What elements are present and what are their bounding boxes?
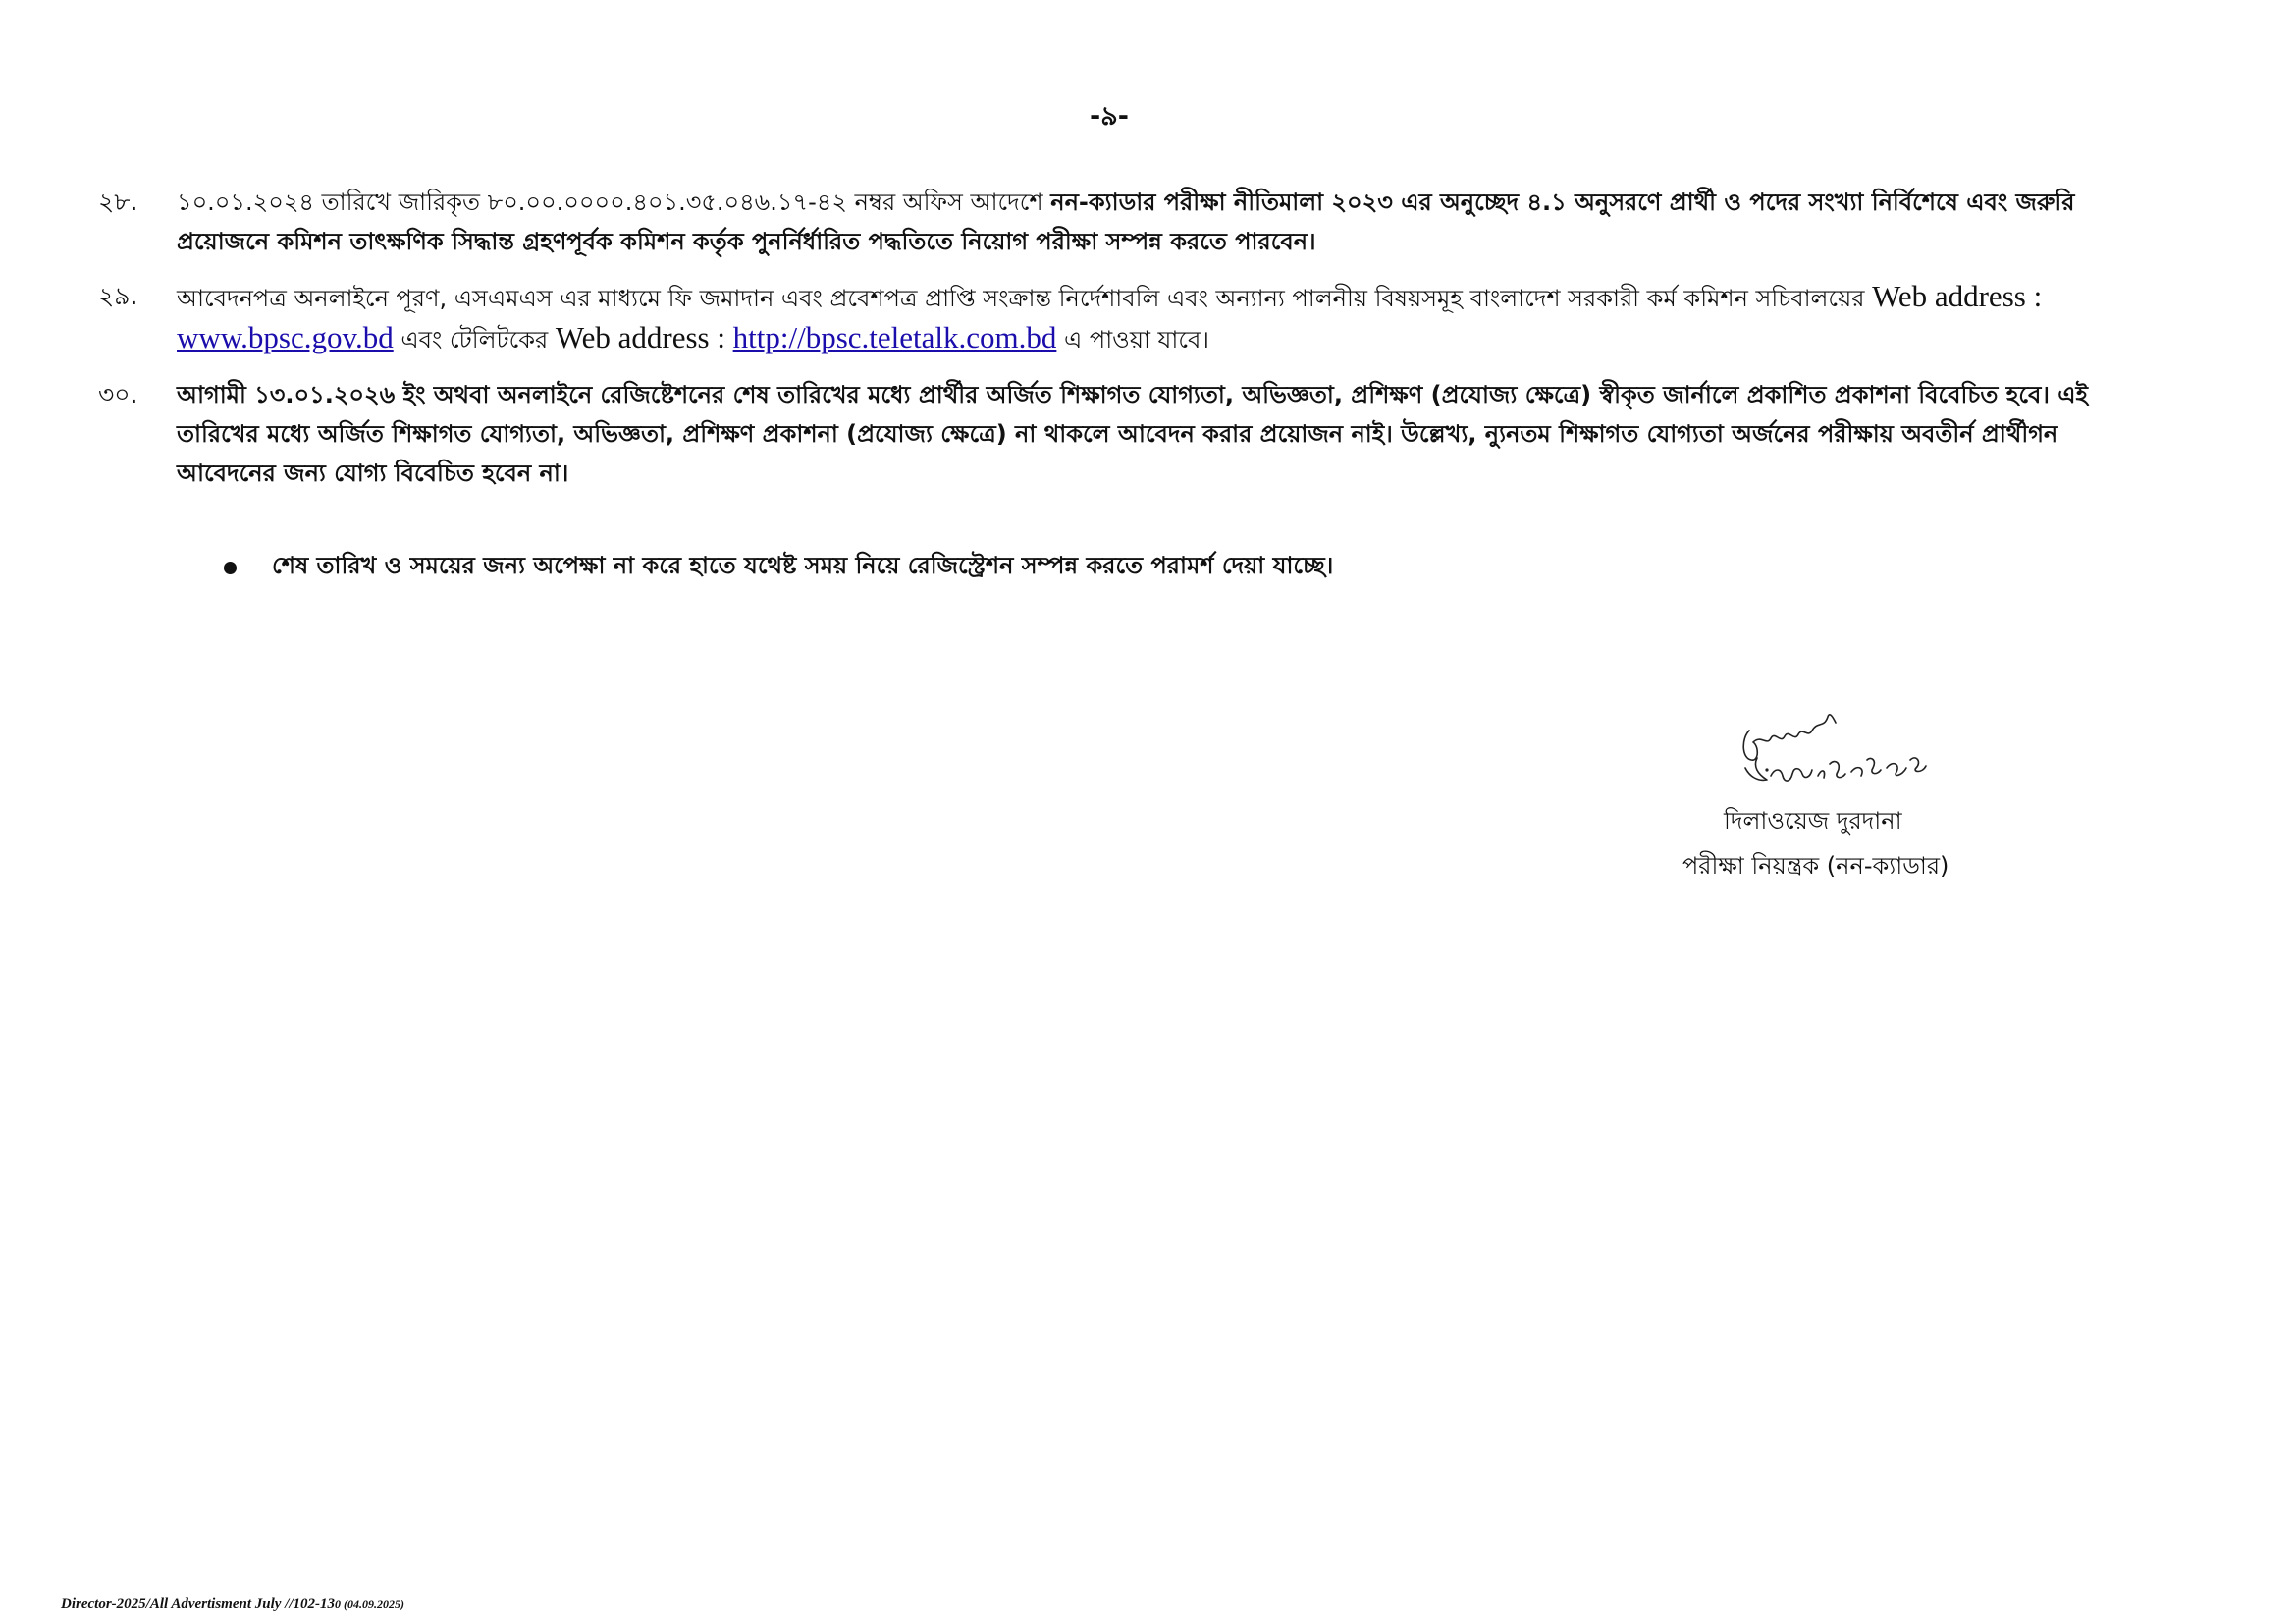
clause-number: ২৮.: [98, 188, 138, 216]
clause-number: ২৯.: [98, 282, 138, 310]
clause-text: [177, 183, 2122, 261]
clause-text-plain: ১০.০১.২০২৪ তারিখে জারিকৃত ৮০.০০.০০০০.৪০১.৩৫.০৪৬.১৭-৪২ নম্বর অফিস আদেশে: [177, 189, 1043, 216]
handwritten-signature: [1728, 699, 1973, 797]
clause-30: [98, 375, 2122, 493]
signatory-name: দিলাওয়েজ দুরদানা: [1724, 807, 1902, 835]
clause-text-part-1: আবেদনপত্র অনলাইনে পূরণ, এসএমএস এর মাধ্যমে ফি জমাদান এবং প্রবেশপত্র প্রাপ্তি সংক্রান্ত নির্দেশাবলি এবং অন্যান্য পালনীয় বিষয়সমূহ বাংলাদেশ সরকারী কর্ম কমিশন সচিবালয়ের: [177, 285, 1865, 312]
web-address-label: Web address :: [1872, 279, 2043, 313]
teletalk-website-link[interactable]: http://bpsc.teletalk.com.bd: [732, 320, 1057, 354]
signatory-title: পরীক্ষা নিয়ন্ত্রক (নন-ক্যাডার): [1682, 852, 1949, 880]
advice-text: শেষ তারিখ ও সময়ের জন্য অপেক্ষা না করে হাতে যথেষ্ট সময় নিয়ে রেজিস্ট্রেশন সম্পন্ন করতে পরামর্শ দেয়া যাচ্ছে।: [272, 552, 1334, 579]
clause-text-bold: নন-ক্যাডার পরীক্ষা নীতিমালা ২০২৩ এর অনুচ্ছেদ ৪.১ অনুসরণে প্রার্থী ও পদের সংখ্যা নির্বিশেষে এবং জরুরি প্রয়োজনে কমিশন তাৎক্ষণিক সিদ্ধান্ত গ্রহণপূর্বক কমিশন কর্তৃক পুনর্নির্ধারিত পদ্ধতিতে নিয়োগ পরীক্ষা সম্পন্ন করতে পারবেন।: [177, 189, 2075, 255]
clause-number: ৩০.: [98, 380, 138, 408]
web-address-label: Web address :: [555, 320, 725, 354]
footer-reference: [61, 1597, 404, 1613]
bpsc-website-link[interactable]: www.bpsc.gov.bd: [177, 320, 394, 354]
footer-ref: Director-2025/All Advertisment July //102-13: [61, 1597, 336, 1612]
footer-date: 0 (04.09.2025): [335, 1597, 405, 1611]
advice-bullet: [224, 548, 1333, 587]
clause-text: আগামী ১৩.০১.২০২৬ ইং অথবা অনলাইনে রেজিষ্টেশনের শেষ তারিখের মধ্যে প্রার্থীর অর্জিত শিক্ষাগত যোগ্যতা, অভিজ্ঞতা, প্রশিক্ষণ (প্রযোজ্য ক্ষেত্রে) স্বীকৃত জার্নালে প্রকাশিত প্রকাশনা বিবেচিত হবে। এই তারিখের মধ্যে অর্জিত শিক্ষাগত যোগ্যতা, অভিজ্ঞতা, প্রশিক্ষণ প্রকাশনা (প্রযোজ্য ক্ষেত্রে) না থাকলে আবেদন করার প্রয়োজন নাই। উল্লেখ্য, ন্যুনতম শিক্ষাগত যোগ্যতা অর্জনের পরীক্ষায় অবতীর্ন প্রার্থীগন আবেদনের জন্য যোগ্য বিবেচিত হবেন না।: [177, 381, 2089, 487]
clause-list: [98, 183, 2122, 509]
clause-29: [98, 277, 2122, 359]
clause-text-part-3: এ পাওয়া যাবে।: [1064, 326, 1209, 353]
clause-text: [177, 277, 2122, 359]
clause-text-part-2: এবং টেলিটকের: [400, 326, 549, 353]
page-number: -৯-: [1090, 101, 1129, 132]
bullet-dot-icon: [224, 562, 237, 574]
clause-28: [98, 183, 2122, 261]
